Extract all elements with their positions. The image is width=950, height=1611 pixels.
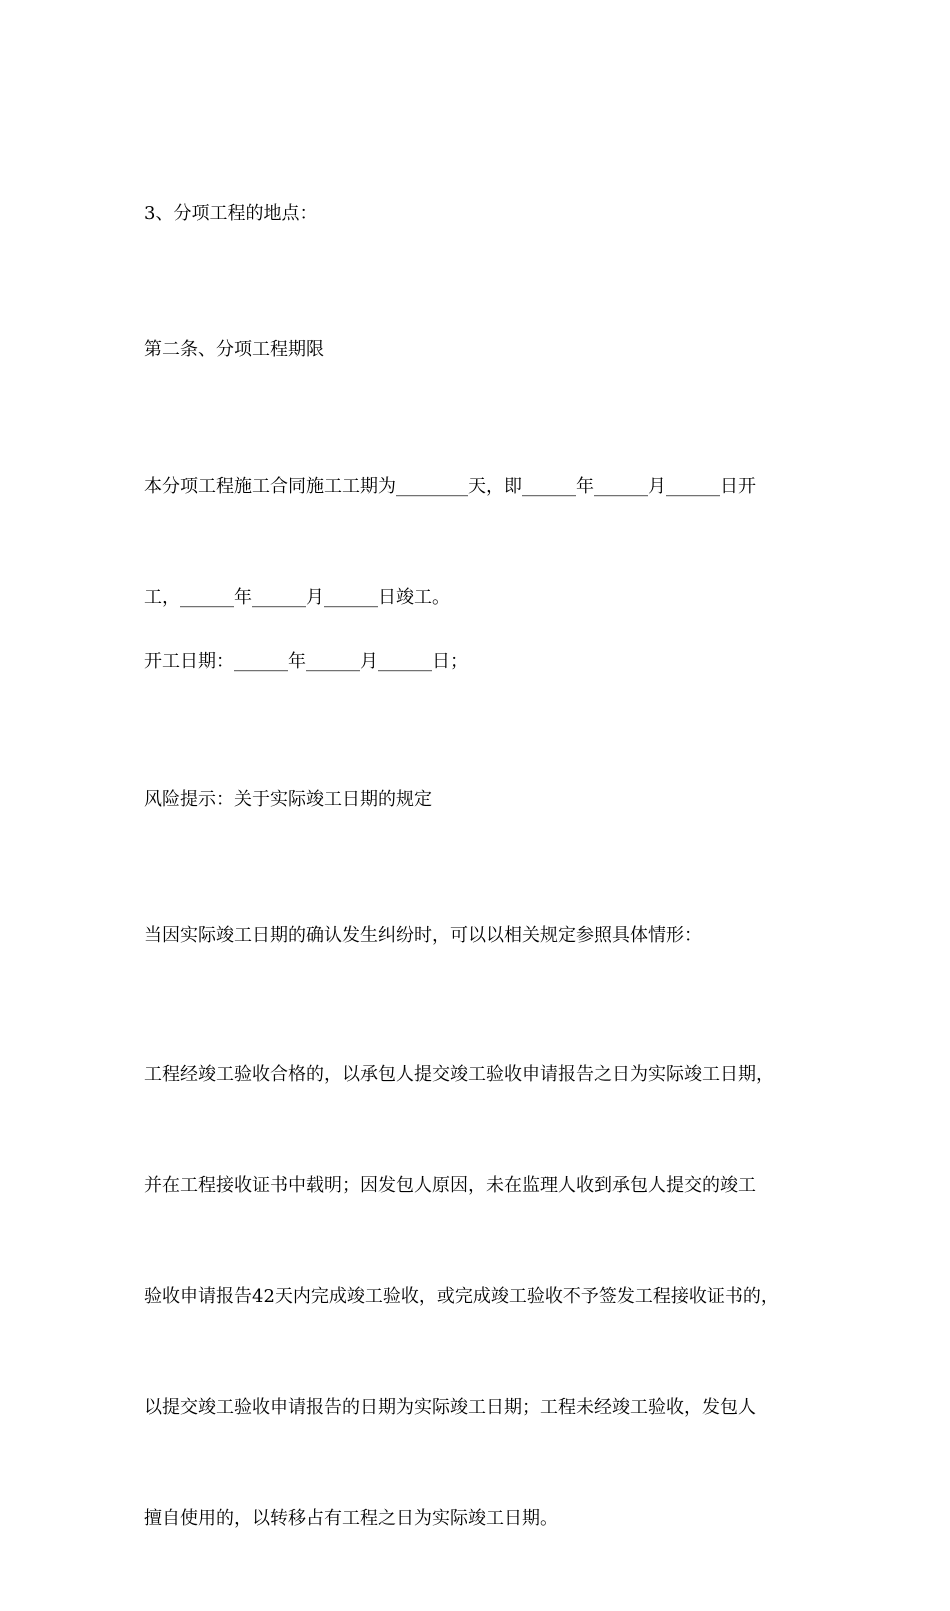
text-line: 开工日期：______年______月______日； [144,651,468,672]
text-line: 以提交竣工验收申请报告的日期为实际竣工日期；工程未经竣工验收，发包人 [144,1397,756,1418]
text-line: 工，______年______月______日竣工。 [144,587,450,608]
text-line: 擅自使用的，以转移占有工程之日为实际竣工日期。 [144,1508,558,1529]
text-line: 并在工程接收证书中载明；因发包人原因，未在监理人收到承包人提交的竣工 [144,1175,756,1196]
text-line: 工程经竣工验收合格的，以承包人提交竣工验收申请报告之日为实际竣工日期， [144,1064,774,1085]
text-line: 第二条、分项工程期限 [144,339,324,360]
text-line: 本分项工程施工合同施工工期为________天，即______年______月______日开 [144,476,756,497]
text-line: 3、分项工程的地点： [144,203,318,224]
text-line: 验收申请报告42天内完成竣工验收，或完成竣工验收不予签发工程接收证书的， [144,1286,779,1307]
text-line: 当因实际竣工日期的确认发生纠纷时，可以以相关规定参照具体情形： [144,925,702,946]
text-line: 风险提示：关于实际竣工日期的规定 [144,789,432,810]
paragraph-completion-rules [144,982,824,1611]
